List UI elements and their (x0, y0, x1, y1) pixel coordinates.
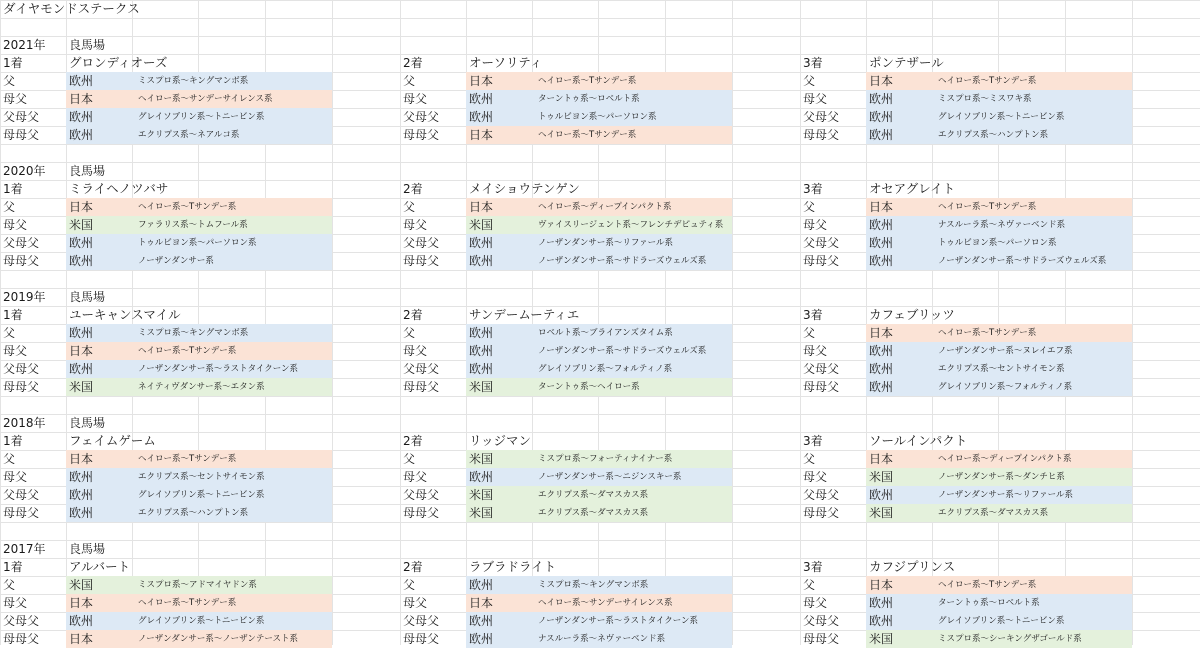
sire-line-cell: エクリプス系～ダマスカス系 (932, 504, 1132, 522)
pedigree-role: 父 (3, 578, 16, 592)
sire-line-cell: グレイソブリン系～フォルティノ系 (932, 378, 1132, 396)
sire-line-cell: エクリプス系～ネアルコ系 (132, 126, 332, 144)
pedigree-role: 母父 (403, 218, 428, 232)
region-cell: 米国 (866, 504, 932, 522)
sire-line-cell: ミスプロ系～フォーティナイナー系 (532, 450, 732, 468)
pedigree-role: 母父 (3, 470, 28, 484)
sire-line-cell: ノーザンダンサー系～ラストタイクーン系 (532, 612, 732, 630)
horse-name: カフジプリンス (869, 559, 956, 574)
pedigree-role: 父母父 (3, 110, 40, 124)
year-label: 2019年 (3, 290, 46, 304)
pedigree-role: 父 (803, 200, 816, 214)
finish-place: 1着 (3, 182, 23, 196)
pedigree-role: 父 (3, 200, 16, 214)
horse-name: サンデームーティエ (469, 307, 580, 322)
region-cell: 日本 (66, 450, 132, 468)
sire-line-cell: グレイソブリン系～フォルティノ系 (532, 360, 732, 378)
region-cell: 欧州 (466, 360, 532, 378)
region-cell: 欧州 (866, 486, 932, 504)
region-cell: 欧州 (866, 612, 932, 630)
sire-line-cell: ヘイロー系～サンデーサイレンス系 (132, 90, 332, 108)
pedigree-role: 母父 (803, 596, 828, 610)
finish-place: 2着 (403, 182, 423, 196)
sire-line-cell: ヘイロー系～Tサンデー系 (932, 198, 1132, 216)
pedigree-role: 父 (3, 452, 16, 466)
horse-name: ポンテザール (869, 55, 944, 70)
finish-place: 3着 (803, 308, 823, 322)
pedigree-role: 母母父 (3, 128, 40, 142)
sire-line-cell: ノーザンダンサー系～ノーザンテースト系 (132, 630, 332, 648)
sire-line-cell: ヘイロー系～Tサンデー系 (532, 72, 732, 90)
sire-line-cell: ミスプロ系～キングマンボ系 (532, 576, 732, 594)
sire-line-cell: ノーザンダンサー系～リファール系 (532, 234, 732, 252)
track-condition: 良馬場 (69, 290, 106, 304)
year-label: 2021年 (3, 38, 46, 52)
sire-line-cell: エクリプス系～セントサイモン系 (132, 468, 332, 486)
sire-line-cell: ノーザンダンサー系 (132, 252, 332, 270)
track-condition: 良馬場 (69, 164, 106, 178)
region-cell: 欧州 (466, 90, 532, 108)
track-condition: 良馬場 (69, 38, 106, 52)
sire-line-cell: グレイソブリン系～トニービン系 (932, 108, 1132, 126)
region-cell: 欧州 (66, 486, 132, 504)
pedigree-role: 父母父 (3, 488, 40, 502)
region-cell: 欧州 (466, 234, 532, 252)
year-label: 2017年 (3, 542, 46, 556)
pedigree-role: 父 (403, 578, 416, 592)
sire-line-cell: エクリプス系～セントサイモン系 (932, 360, 1132, 378)
sire-line-cell: グレイソブリン系～トニービン系 (132, 486, 332, 504)
region-cell: 日本 (66, 594, 132, 612)
sire-line-cell: グレイソブリン系～トニービン系 (932, 612, 1132, 630)
region-cell: 欧州 (66, 108, 132, 126)
pedigree-role: 父母父 (3, 362, 40, 376)
region-cell: 欧州 (466, 576, 532, 594)
sire-line-cell: ノーザンダンサー系～サドラーズウェルズ系 (932, 252, 1132, 270)
sire-line-cell: ノーザンダンサー系～ラストタイクーン系 (132, 360, 332, 378)
track-condition: 良馬場 (69, 416, 106, 430)
pedigree-role: 父 (803, 326, 816, 340)
pedigree-role: 父 (403, 200, 416, 214)
sire-line-cell: ターントゥ系～ロベルト系 (532, 90, 732, 108)
pedigree-role: 父 (403, 326, 416, 340)
region-cell: 欧州 (866, 360, 932, 378)
sire-line-cell: ターントゥ系～ヘイロー系 (532, 378, 732, 396)
pedigree-role: 母母父 (803, 506, 840, 520)
region-cell: 米国 (466, 216, 532, 234)
sire-line-cell: ミスプロ系～キングマンボ系 (132, 72, 332, 90)
pedigree-role: 母母父 (3, 254, 40, 268)
horse-name: ラブラドライト (469, 559, 557, 574)
region-cell: 米国 (66, 576, 132, 594)
region-cell: 日本 (866, 324, 932, 342)
sire-line-cell: ミスプロ系～キングマンボ系 (132, 324, 332, 342)
sire-line-cell: トゥルビヨン系～パーソロン系 (532, 108, 732, 126)
sire-line-cell: ネイティヴダンサー系～エタン系 (132, 378, 332, 396)
pedigree-role: 母母父 (3, 506, 40, 520)
pedigree-role: 母母父 (403, 632, 440, 646)
pedigree-role: 父母父 (3, 614, 40, 628)
sire-line-cell: ヘイロー系～Tサンデー系 (132, 198, 332, 216)
sire-line-cell: ノーザンダンサー系～ヌレイエフ系 (932, 342, 1132, 360)
sire-line-cell: ヘイロー系～Tサンデー系 (932, 72, 1132, 90)
sire-line-cell: ノーザンダンサー系～ダンチヒ系 (932, 468, 1132, 486)
sire-line-cell: ロベルト系～ブライアンズタイム系 (532, 324, 732, 342)
sire-line-cell: エクリプス系～ダマスカス系 (532, 486, 732, 504)
pedigree-role: 母父 (803, 344, 828, 358)
track-condition: 良馬場 (69, 542, 106, 556)
pedigree-role: 父 (403, 452, 416, 466)
region-cell: 欧州 (866, 234, 932, 252)
region-cell: 欧州 (866, 342, 932, 360)
region-cell: 欧州 (866, 378, 932, 396)
region-cell: 欧州 (66, 360, 132, 378)
sire-line-cell: ヘイロー系～ディープインパクト系 (932, 450, 1132, 468)
pedigree-role: 父 (803, 452, 816, 466)
sire-line-cell: エクリプス系～ダマスカス系 (532, 504, 732, 522)
pedigree-role: 母父 (3, 596, 28, 610)
pedigree-role: 母父 (3, 92, 28, 106)
region-cell: 欧州 (66, 252, 132, 270)
sire-line-cell: ミスプロ系～アドマイヤドン系 (132, 576, 332, 594)
pedigree-role: 母母父 (403, 380, 440, 394)
region-cell: 欧州 (866, 594, 932, 612)
horse-name: カフェブリッツ (869, 307, 955, 322)
region-cell: 日本 (866, 576, 932, 594)
region-cell: 欧州 (866, 216, 932, 234)
sire-line-cell: ヘイロー系～Tサンデー系 (932, 324, 1132, 342)
region-cell: 米国 (866, 468, 932, 486)
region-cell: 日本 (466, 594, 532, 612)
sire-line-cell: ナスルーラ系～ネヴァーベンド系 (932, 216, 1132, 234)
pedigree-role: 母母父 (803, 128, 840, 142)
region-cell: 日本 (66, 342, 132, 360)
region-cell: 欧州 (866, 126, 932, 144)
region-cell: 欧州 (866, 90, 932, 108)
pedigree-role: 父母父 (403, 488, 440, 502)
horse-name: オセアグレイト (869, 181, 956, 196)
pedigree-role: 母母父 (403, 506, 440, 520)
region-cell: 米国 (866, 630, 932, 648)
sire-line-cell: ヘイロー系～Tサンデー系 (532, 126, 732, 144)
pedigree-role: 父母父 (403, 614, 440, 628)
region-cell: 欧州 (66, 72, 132, 90)
finish-place: 2着 (403, 434, 423, 448)
region-cell: 日本 (466, 198, 532, 216)
sire-line-cell: ノーザンダンサー系～サドラーズウェルズ系 (532, 252, 732, 270)
pedigree-role: 母父 (3, 218, 28, 232)
region-cell: 欧州 (466, 342, 532, 360)
horse-name: フェイムゲーム (69, 433, 156, 448)
finish-place: 1着 (3, 434, 23, 448)
finish-place: 2着 (403, 308, 423, 322)
horse-name: ソールインパクト (869, 433, 968, 448)
pedigree-role: 母母父 (403, 128, 440, 142)
pedigree-role: 父母父 (803, 110, 840, 124)
pedigree-role: 父母父 (3, 236, 40, 250)
region-cell: 日本 (866, 198, 932, 216)
region-cell: 日本 (66, 630, 132, 648)
region-cell: 欧州 (66, 126, 132, 144)
pedigree-role: 父 (3, 326, 16, 340)
pedigree-role: 母母父 (803, 632, 840, 646)
sire-line-cell: ターントゥ系～ロベルト系 (932, 594, 1132, 612)
horse-name: ユーキャンスマイル (69, 307, 181, 322)
pedigree-role: 父母父 (803, 362, 840, 376)
sire-line-cell: ヘイロー系～Tサンデー系 (132, 450, 332, 468)
region-cell: 欧州 (466, 630, 532, 648)
year-label: 2020年 (3, 164, 46, 178)
horse-name: メイショウテンゲン (469, 181, 580, 196)
region-cell: 欧州 (466, 252, 532, 270)
region-cell: 米国 (466, 504, 532, 522)
pedigree-role: 父母父 (403, 236, 440, 250)
pedigree-role: 父 (3, 74, 16, 88)
pedigree-role: 父母父 (403, 110, 440, 124)
region-cell: 日本 (66, 90, 132, 108)
sire-line-cell: ヘイロー系～Tサンデー系 (132, 342, 332, 360)
finish-place: 3着 (803, 56, 823, 70)
pedigree-role: 母父 (3, 344, 28, 358)
region-cell: 米国 (66, 216, 132, 234)
region-cell: 欧州 (466, 108, 532, 126)
region-cell: 米国 (466, 450, 532, 468)
sire-line-cell: ヴァイスリージェント系～フレンチデピュティ系 (532, 216, 732, 234)
sire-line-cell: ヘイロー系～サンデーサイレンス系 (532, 594, 732, 612)
region-cell: 欧州 (66, 504, 132, 522)
horse-name: グロンディオーズ (69, 55, 168, 70)
pedigree-role: 母母父 (803, 254, 840, 268)
sire-line-cell: ヘイロー系～Tサンデー系 (132, 594, 332, 612)
sire-line-cell: エクリプス系～ハンプトン系 (932, 126, 1132, 144)
region-cell: 日本 (466, 72, 532, 90)
sire-line-cell: ナスルーラ系～ネヴァーベンド系 (532, 630, 732, 648)
sire-line-cell: トゥルビヨン系～パーソロン系 (932, 234, 1132, 252)
sire-line-cell: トゥルビヨン系～パーソロン系 (132, 234, 332, 252)
finish-place: 3着 (803, 434, 823, 448)
region-cell: 欧州 (866, 108, 932, 126)
pedigree-role: 父母父 (403, 362, 440, 376)
horse-name: オーソリティ (469, 55, 543, 70)
region-cell: 米国 (66, 378, 132, 396)
pedigree-role: 父 (403, 74, 416, 88)
sire-line-cell: ノーザンダンサー系～サドラーズウェルズ系 (532, 342, 732, 360)
sire-line-cell: ファラリス系～トムフール系 (132, 216, 332, 234)
pedigree-role: 母母父 (3, 380, 40, 394)
sire-line-cell: ヘイロー系～ディープインパクト系 (532, 198, 732, 216)
finish-place: 2着 (403, 56, 423, 70)
pedigree-role: 母父 (803, 218, 828, 232)
region-cell: 欧州 (466, 612, 532, 630)
sire-line-cell: ヘイロー系～Tサンデー系 (932, 576, 1132, 594)
horse-name: ミライヘノツバサ (69, 181, 169, 196)
pedigree-role: 母父 (403, 470, 428, 484)
year-label: 2018年 (3, 416, 46, 430)
horse-name: アルバート (69, 559, 131, 574)
pedigree-role: 母父 (403, 92, 428, 106)
pedigree-role: 父母父 (803, 614, 840, 628)
region-cell: 日本 (866, 72, 932, 90)
sire-line-cell: グレイソブリン系～トニービン系 (132, 108, 332, 126)
finish-place: 3着 (803, 560, 823, 574)
region-cell: 米国 (466, 486, 532, 504)
sheet-title: ダイヤモンドステークス (3, 1, 140, 16)
region-cell: 欧州 (466, 468, 532, 486)
sire-line-cell: ノーザンダンサー系～リファール系 (932, 486, 1132, 504)
region-cell: 日本 (866, 450, 932, 468)
pedigree-role: 母父 (403, 596, 428, 610)
pedigree-role: 父 (803, 74, 816, 88)
region-cell: 欧州 (66, 612, 132, 630)
pedigree-role: 母父 (803, 470, 828, 484)
sire-line-cell: ミスプロ系～シーキングザゴールド系 (932, 630, 1132, 648)
pedigree-role: 父母父 (803, 236, 840, 250)
finish-place: 3着 (803, 182, 823, 196)
region-cell: 欧州 (66, 234, 132, 252)
pedigree-role: 父母父 (803, 488, 840, 502)
sire-line-cell: ミスプロ系～ミスワキ系 (932, 90, 1132, 108)
horse-name: リッジマン (469, 433, 532, 448)
region-cell: 日本 (466, 126, 532, 144)
region-cell: 欧州 (66, 468, 132, 486)
finish-place: 2着 (403, 560, 423, 574)
region-cell: 欧州 (866, 252, 932, 270)
pedigree-role: 母母父 (803, 380, 840, 394)
pedigree-role: 母父 (803, 92, 828, 106)
region-cell: 米国 (466, 378, 532, 396)
finish-place: 1着 (3, 56, 23, 70)
pedigree-role: 母父 (403, 344, 428, 358)
pedigree-role: 母母父 (3, 632, 40, 646)
region-cell: 日本 (66, 198, 132, 216)
region-cell: 欧州 (66, 324, 132, 342)
pedigree-role: 母母父 (403, 254, 440, 268)
finish-place: 1着 (3, 308, 23, 322)
sire-line-cell: エクリプス系～ハンプトン系 (132, 504, 332, 522)
region-cell: 欧州 (466, 324, 532, 342)
sire-line-cell: グレイソブリン系～トニービン系 (132, 612, 332, 630)
sire-line-cell: ノーザンダンサー系～ニジンスキー系 (532, 468, 732, 486)
pedigree-role: 父 (803, 578, 816, 592)
finish-place: 1着 (3, 560, 23, 574)
